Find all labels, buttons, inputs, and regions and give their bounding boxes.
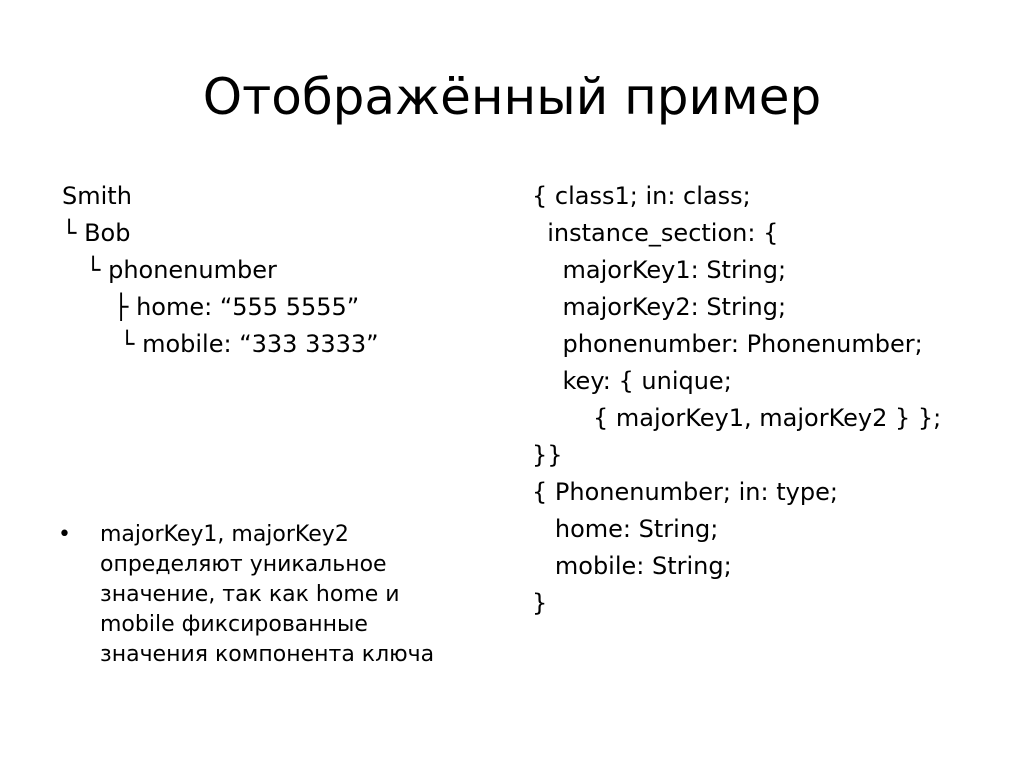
code-line: instance_section: {	[532, 219, 779, 247]
code-line: home: String;	[532, 515, 719, 543]
code-line: }	[532, 589, 548, 617]
code-line: { Phonenumber; in: type;	[532, 478, 838, 506]
code-line: { majorKey1, majorKey2 } };	[532, 404, 942, 432]
tree-node-home: ├ home: “555 5555”	[114, 293, 360, 321]
bullet-marker: •	[58, 522, 71, 547]
tree-node-phonenumber: └ phonenumber	[86, 256, 277, 284]
tree-node-bob: └ Bob	[62, 219, 131, 247]
code-line: majorKey2: String;	[532, 293, 787, 321]
code-line: { class1; in: class;	[532, 182, 751, 210]
bullet-text: majorKey1, majorKey2 определяют уникальное значение, так как home и mobile фиксированные значения компонента ключа	[100, 522, 435, 667]
tree-node-smith: Smith	[62, 182, 132, 210]
tree-node-mobile: └ mobile: “333 3333”	[120, 330, 379, 358]
code-line: majorKey1: String;	[532, 256, 787, 284]
slide-title: Отображённый пример	[202, 68, 822, 126]
code-line: key: { unique;	[532, 367, 732, 395]
code-line: phonenumber: Phonenumber;	[532, 330, 923, 358]
code-line: }}	[532, 441, 563, 469]
code-line: mobile: String;	[532, 552, 732, 580]
